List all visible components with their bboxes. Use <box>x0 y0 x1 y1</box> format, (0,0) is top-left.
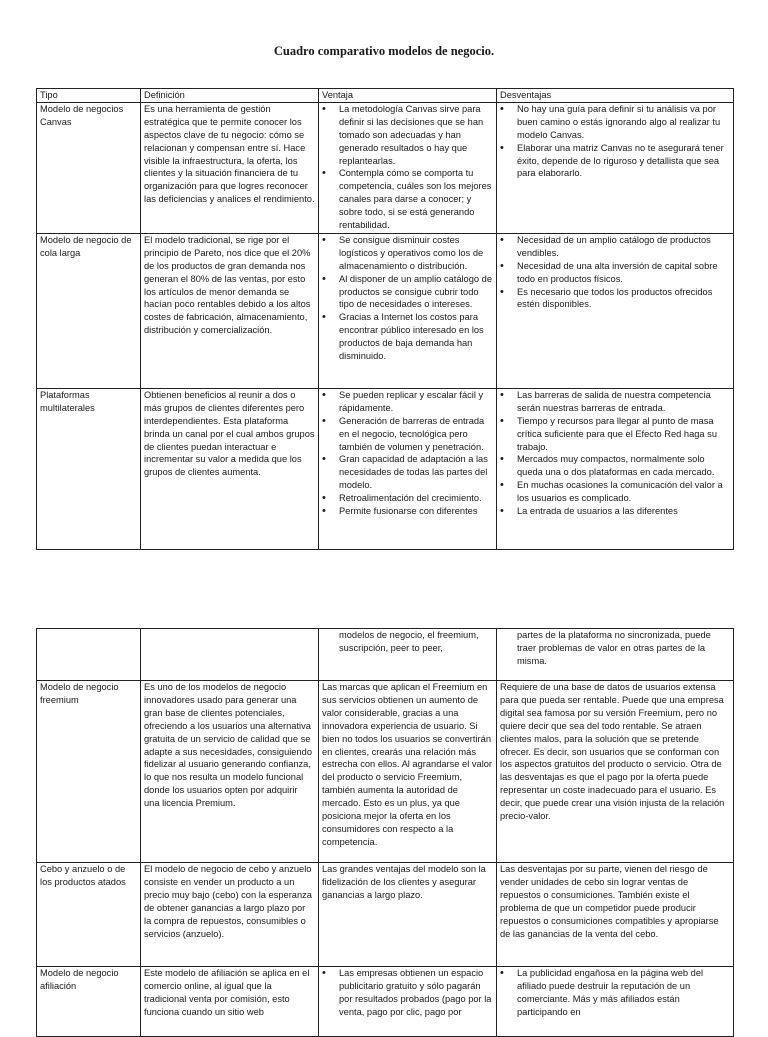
list-item: modelos de negocio, el freemium, suscripción, peer to peer, <box>339 630 479 653</box>
tipo-cell: Plataformas multilaterales <box>37 388 141 549</box>
comparison-table-part-2 <box>36 628 734 1037</box>
table-row <box>37 681 734 863</box>
tipo-cell <box>37 629 141 681</box>
page-title: Cuadro comparativo modelos de negocio. <box>273 44 495 58</box>
list-item: • Generación de barreras de entrada en el negocio, tecnológica pero también de volumen y penetración. <box>322 415 493 454</box>
table-row-continuation <box>37 629 734 681</box>
desventajas-cell <box>497 388 734 549</box>
list-item: • Gran capacidad de adaptación a las necesidades de todas las partes del modelo. <box>322 453 493 492</box>
list-item: • Contempla cómo se comporta tu competencia, cuáles son los mejores canales para darse a conocer; y sobre todo, si se está generando rentabilidad. <box>322 167 493 232</box>
ventajas-cell: Las grandes ventajas del modelo son la fidelización de los clientes y asegurar ganancias a largo plazo. <box>319 863 497 967</box>
definicion-cell <box>141 629 319 681</box>
desventajas-cell <box>497 233 734 388</box>
list-item: • Es necesario que todos los productos ofrecidos estén disponibles. <box>500 286 730 312</box>
definicion-cell: Obtienen beneficios al reunir a dos o más grupos de clientes diferentes pero interdependientes. Esta plataforma brinda un canal por el cual ambos grupos de clientes puedan interactuar e incrementar su valor a medida que los grupos de clientes aumenta. <box>141 388 319 549</box>
list-item: • Se consigue disminuir costes logísticos y operativos como los de almacenamiento o distribución. <box>322 234 493 273</box>
tipo-cell: Modelo de negocios Canvas <box>37 102 141 233</box>
definicion-cell: Es una herramienta de gestión estratégica que te permite conocer los aspectos clave de tu negocio: cómo se relacionan y compensan entre sí. Hace visible la infraestructura, la oferta, los clientes y la situación financiera de tu organización para que logres reconocer las deficiencias y analices el rendimiento. <box>141 102 319 233</box>
ventajas-cell <box>319 102 497 233</box>
header-tipo: Tipo <box>37 89 141 103</box>
ventajas-cell <box>319 629 497 681</box>
list-item: • La metodología Canvas sirve para definir si las decisiones que se han tomado son adecuadas y han generado resultados o hay que replantearlas. <box>322 103 493 168</box>
table-row <box>37 863 734 967</box>
list-item: • Las barreras de salida de nuestra competencia serán nuestras barreras de entrada. <box>500 389 730 415</box>
desventajas-cell: Las desventajas por su parte, vienen del riesgo de vender unidades de cebo sin lograr ventas de repuestos o consumiciones. También existe el problema de que un competidor puede producir repuestos o consumiciones compatibles y apropiarse de las ganancias de la venta del cebo. <box>497 863 734 967</box>
tipo-cell: Modelo de negocio freemium <box>37 681 141 863</box>
table-row <box>37 233 734 388</box>
list-item: • Las empresas obtienen un espacio publicitario gratuito y sólo pagarán por resultados probados (pago por la venta, pago por clic, pago por <box>322 967 493 1019</box>
header-desventajas: Desventajas <box>497 89 734 103</box>
desventajas-cell <box>497 629 734 681</box>
ventajas-cell <box>319 233 497 388</box>
ventajas-cell <box>319 967 497 1037</box>
list-item: • Necesidad de una alta inversión de capital sobre todo en productos físicos. <box>500 260 730 286</box>
list-item: • Elaborar una matriz Canvas no te asegurará tener éxito, depende de lo riguroso y detallista que sea para elaborarlo. <box>500 142 730 181</box>
desventajas-cell: Requiere de una base de datos de usuarios extensa para que pueda ser rentable. Puede que una empresa digital sea famosa por su versión Freemium, pero no quiere decir que sea del todo rentable. Se atraen clientes malos, para la solución que se pretende ofrecer. Es decir, son usuarios que se conforman con los aspectos gratuitos del producto o servicio. Otra de las desventajas es que el pago por la oferta puede representar un coste inadecuado para el usuario. Es decir, que puede crear una visión injusta de la relación precio-valor. <box>497 681 734 863</box>
list-item: • Gracias a Internet los costos para encontrar público interesado en los productos de baja demanda han disminuido. <box>322 311 493 363</box>
list-item: • No hay una guía para definir si tu análisis va por buen camino o estás ignorando algo al realizar tu modelo Canvas. <box>500 103 730 142</box>
list-item: • Mercados muy compactos, normalmente solo queda una o dos plataformas en cada mercado. <box>500 453 730 479</box>
header-row <box>37 89 734 103</box>
definicion-cell: El modelo de negocio de cebo y anzuelo consiste en vender un producto a un precio muy bajo (cebo) con la esperanza de obtener ganancias a largo plazo por la compra de repuestos, consumibles o servicios (anzuelo). <box>141 863 319 967</box>
list-item: • La entrada de usuarios a las diferentes <box>500 505 730 518</box>
ventajas-cell: Las marcas que aplican el Freemium en sus servicios obtienen un aumento de valor considerable, gracias a una innovadora experiencia de usuario. Si bien no todos los usuarios se convertirán en clientes, crearás una relación más estrecha con ellos. Al agrandarse el valor del producto o servicio Freemium, también aumenta la autoridad de mercado. Esto es un plus, ya que posiciona mejor la oferta en los consumidores con respecto a la competencia. <box>319 681 497 863</box>
list-item: • Retroalimentación del crecimiento. <box>322 492 493 505</box>
header-ventaja: Ventaja <box>319 89 497 103</box>
list-item: • En muchas ocasiones la comunicación del valor a los usuarios es complicado. <box>500 479 730 505</box>
header-definicion: Definición <box>141 89 319 103</box>
list-item: • La publicidad engañosa en la página web del afiliado puede destruir la reputación de un comerciante. Más y más afiliados están participando en <box>500 967 730 1019</box>
definicion-cell: El modelo tradicional, se rige por el principio de Pareto, nos dice que el 20% de los productos de gran demanda nos generan el 80% de las ventas, por esto los artículos de menor demanda se hacían poco rentables debido a los altos costes de fabricación, almacenamiento, distribución y comercialización. <box>141 233 319 388</box>
definicion-cell: Es uno de los modelos de negocio innovadores usado para generar una gran base de clientes potenciales, ofreciendo a los usuarios una alternativa gratuita de un servicio de calidad que se adapte a sus necesidades, consiguiendo fidelizar al usuario generando confianza, lo que nos resulta un modelo funcional donde los usuarios opten por adquirir una licencia Premium. <box>141 681 319 863</box>
list-item: • Al disponer de un amplio catálogo de productos se consigue cubrir todo tipo de necesidades o intereses. <box>322 273 493 312</box>
desventajas-cell <box>497 102 734 233</box>
tipo-cell: Cebo y anzuelo o de los productos atados <box>37 863 141 967</box>
list-item: • Necesidad de un amplio catálogo de productos vendibles. <box>500 234 730 260</box>
ventajas-cell <box>319 388 497 549</box>
list-item: partes de la plataforma no sincronizada, puede traer problemas de valor en otras partes de la misma. <box>517 630 711 666</box>
table-row <box>37 388 734 549</box>
list-item: • Se pueden replicar y escalar fácil y rápidamente. <box>322 389 493 415</box>
tipo-cell: Modelo de negocio de cola larga <box>37 233 141 388</box>
desventajas-cell <box>497 967 734 1037</box>
tipo-cell: Modelo de negocio afiliación <box>37 967 141 1037</box>
list-item: • Tiempo y recursos para llegar al punto de masa crítica suficiente para que el Efecto Red haga su trabajo. <box>500 415 730 454</box>
table-row <box>37 967 734 1037</box>
list-item: • Permite fusionarse con diferentes <box>322 505 493 518</box>
definicion-cell: Este modelo de afiliación se aplica en el comercio online, al igual que la tradicional venta por comisión, esto funciona cuando un sitio web <box>141 967 319 1037</box>
table-row <box>37 102 734 233</box>
comparison-table-part-1 <box>36 88 734 550</box>
